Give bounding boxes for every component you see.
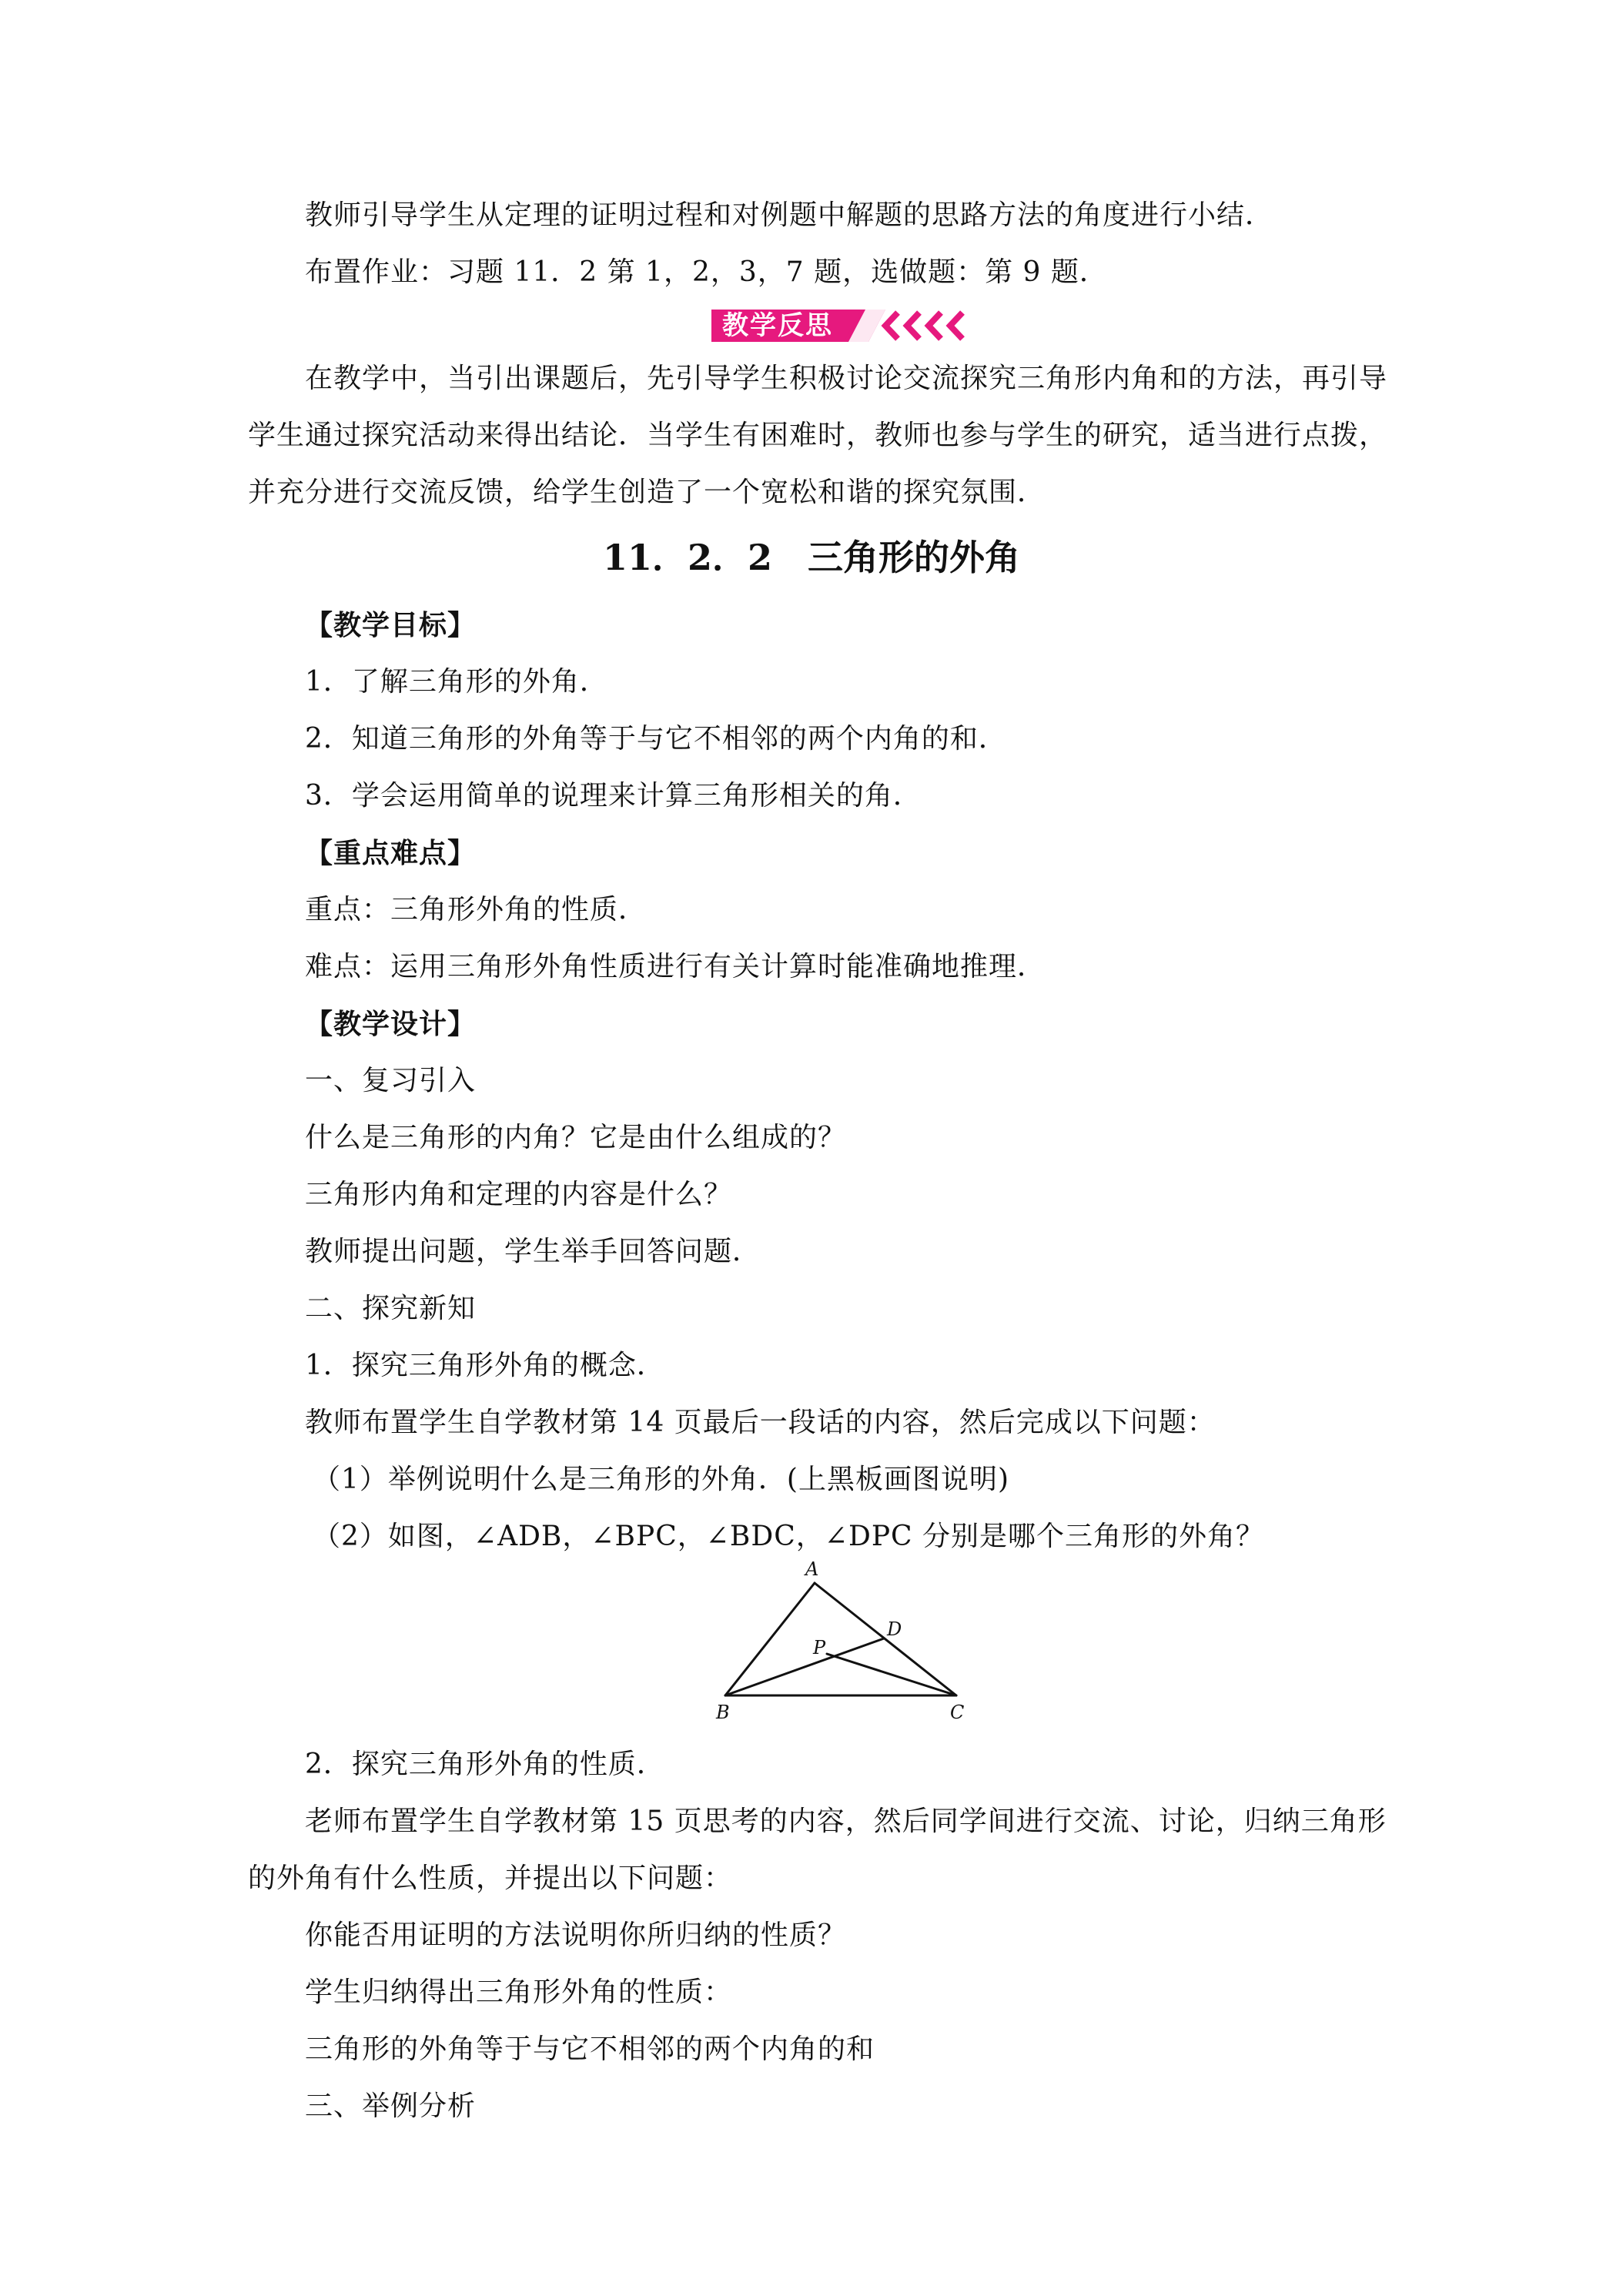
banner-label: 教学反思 — [722, 310, 833, 341]
segment-ac — [815, 1583, 956, 1695]
topic-2: 2．探究三角形外角的性质． — [305, 1749, 665, 1780]
label-c: C — [950, 1702, 965, 1723]
section-review-intro: 一、复习引入 — [305, 1065, 477, 1096]
goal-item-1: 1．了解三角形的外角． — [305, 666, 608, 698]
topic-1-question-1: （1）举例说明什么是三角形的外角．(上黑板画图说明) — [313, 1464, 1009, 1495]
section-examples: 三、举例分析 — [305, 2090, 477, 2122]
section-explore: 二、探究新知 — [305, 1293, 477, 1324]
topic-2-question: 你能否用证明的方法说明你所归纳的性质？ — [305, 1919, 847, 1951]
section-title: 11．2．2 三角形的外角 — [602, 537, 1021, 578]
question-2: 三角形内角和定理的内容是什么？ — [305, 1179, 733, 1210]
focus-text: 重点：三角形外角的性质． — [305, 894, 648, 925]
topic-2-instruction-2: 的外角有什么性质，并提出以下问题： — [248, 1863, 733, 1894]
goal-item-3: 3．学会运用简单的说理来计算三角形相关的角． — [305, 780, 922, 812]
label-p: P — [813, 1637, 826, 1658]
reflection-line-3: 并充分进行交流反馈，给学生创造了一个宽松和谐的探究氛围． — [248, 477, 1046, 508]
segment-pc — [827, 1654, 956, 1695]
topic-2-student: 学生归纳得出三角形外角的性质： — [305, 1976, 733, 2008]
goals-heading: 【教学目标】 — [305, 609, 477, 641]
homework-paragraph: 布置作业：习题 11．2 第 1，2，3，7 题，选做题：第 9 题． — [305, 256, 1108, 288]
triangle-figure — [708, 1554, 978, 1739]
topic-1-question-2: （2）如图，∠ADB，∠BPC，∠BDC，∠DPC 分别是哪个三角形的外角？ — [313, 1521, 1265, 1552]
design-heading: 【教学设计】 — [305, 1008, 477, 1040]
topic-2-instruction-1: 老师布置学生自学教材第 15 页思考的内容，然后同学间进行交流、讨论，归纳三角形 — [305, 1806, 1387, 1837]
topic-1-instruction: 教师布置学生自学教材第 14 页最后一段话的内容，然后完成以下问题： — [305, 1407, 1216, 1438]
topic-1: 1．探究三角形外角的概念． — [305, 1350, 665, 1381]
reflection-line-2: 学生通过探究活动来得出结论．当学生有困难时，教师也参与学生的研究，适当进行点拨， — [248, 420, 1388, 451]
label-d: D — [887, 1618, 902, 1640]
question-1: 什么是三角形的内角？它是由什么组成的？ — [305, 1122, 847, 1153]
goal-item-2: 2．知道三角形的外角等于与它不相邻的两个内角的和． — [305, 723, 1007, 755]
label-a: A — [805, 1558, 819, 1580]
question-3: 教师提出问题，学生举手回答问题． — [305, 1236, 761, 1267]
exterior-angle-theorem: 三角形的外角等于与它不相邻的两个内角的和 — [305, 2033, 875, 2065]
keypoints-heading: 【重点难点】 — [305, 837, 477, 869]
chevron-left-icon — [885, 313, 962, 339]
reflection-line-1: 在教学中，当引出课题后，先引导学生积极讨论交流探究三角形内角和的方法，再引导 — [305, 363, 1388, 394]
difficulty-text: 难点：运用三角形外角性质进行有关计算时能准确地推理． — [305, 951, 1046, 982]
summary-paragraph: 教师引导学生从定理的证明过程和对例题中解题的思路方法的角度进行小结． — [305, 199, 1274, 231]
teaching-reflection-banner — [707, 306, 984, 345]
label-b: B — [716, 1702, 730, 1723]
